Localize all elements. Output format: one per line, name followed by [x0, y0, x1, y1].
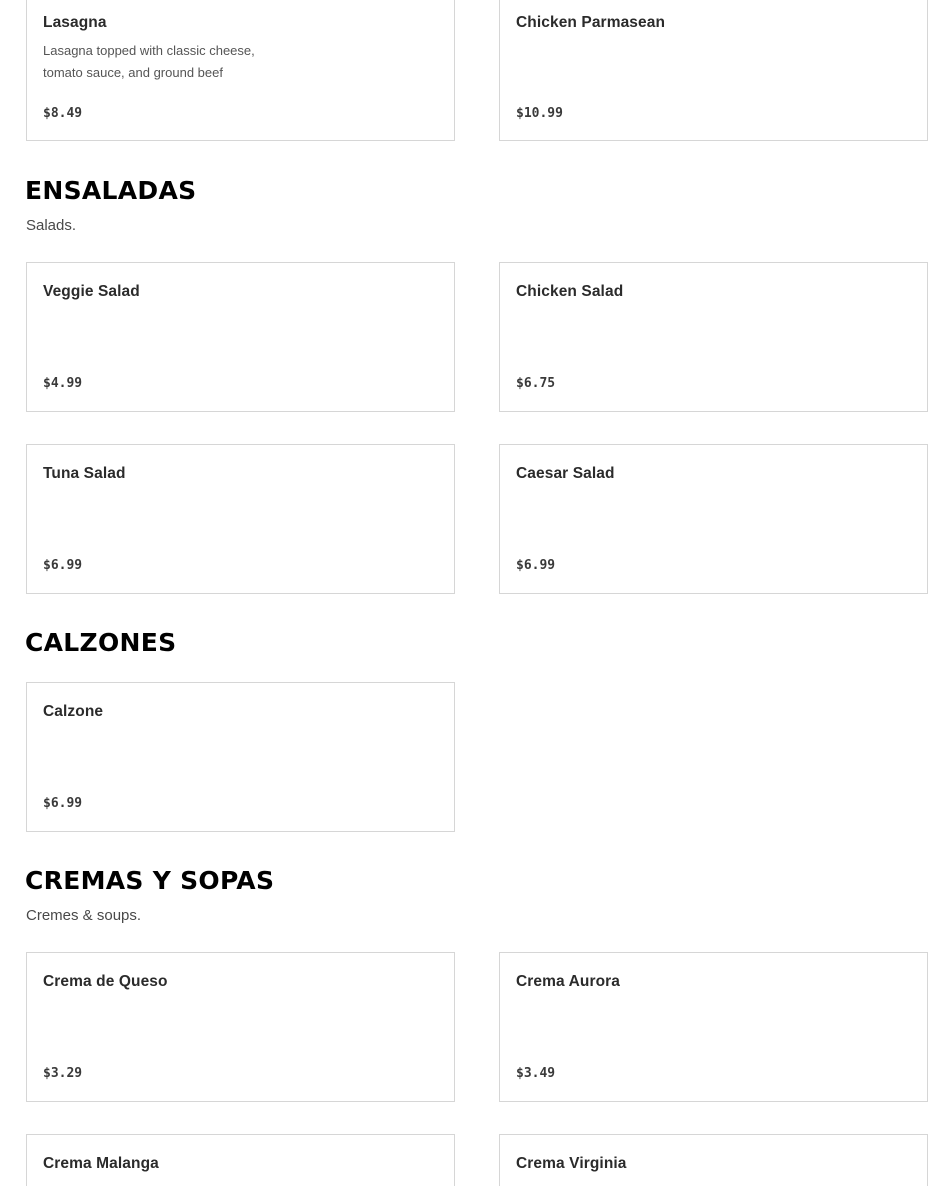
menu-item-name: Crema Malanga	[43, 1155, 159, 1172]
menu-item-card-tuna-salad[interactable]	[26, 444, 455, 594]
menu-item-name: Crema de Queso	[43, 973, 168, 990]
menu-item-price: $6.99	[43, 796, 83, 811]
menu-item-card-crema-aurora[interactable]	[499, 952, 928, 1102]
menu-item-name: Veggie Salad	[43, 283, 140, 300]
menu-item-price: $6.75	[516, 376, 556, 391]
menu-item-name: Caesar Salad	[516, 465, 615, 482]
menu-item-price: $3.49	[516, 1066, 556, 1081]
menu-item-card-lasagna[interactable]	[26, 0, 455, 141]
menu-item-card-caesar-salad[interactable]	[499, 444, 928, 594]
menu-item-price: $4.99	[43, 376, 83, 391]
menu-item-card-chicken-salad[interactable]	[499, 262, 928, 412]
section-description-cremas-y-sopas: Cremes & soups.	[26, 907, 142, 924]
menu-item-description: Lasagna topped with classic cheese, tomato sauce, and ground beef	[43, 43, 255, 80]
menu-item-price: $6.99	[43, 558, 83, 573]
menu-item-name: Calzone	[43, 703, 104, 720]
menu-item-card-veggie-salad[interactable]	[26, 262, 455, 412]
menu-item-name: Tuna Salad	[43, 465, 126, 482]
menu-item-price: $8.49	[43, 106, 83, 121]
menu-item-card-chicken-parmasean[interactable]	[499, 0, 928, 141]
menu-item-price: $3.29	[43, 1066, 83, 1081]
section-title-calzones: CALZONES	[25, 628, 177, 657]
menu-item-name: Chicken Salad	[516, 283, 624, 300]
menu-item-card-crema-malanga[interactable]	[26, 1134, 455, 1186]
menu-item-name: Crema Aurora	[516, 973, 620, 990]
section-description-ensaladas: Salads.	[26, 217, 77, 234]
menu-item-card-calzone[interactable]	[26, 682, 455, 832]
menu-item-price: $6.99	[516, 558, 556, 573]
menu-item-name: Chicken Parmasean	[516, 14, 666, 31]
menu-item-name: Crema Virginia	[516, 1155, 627, 1172]
section-title-ensaladas: ENSALADAS	[25, 176, 197, 205]
section-title-cremas-y-sopas: CREMAS Y SOPAS	[25, 866, 275, 895]
menu-item-card-crema-de-queso[interactable]	[26, 952, 455, 1102]
menu-item-price: $10.99	[516, 106, 563, 121]
menu-item-name: Lasagna	[43, 14, 107, 31]
menu-item-card-crema-virginia[interactable]	[499, 1134, 928, 1186]
